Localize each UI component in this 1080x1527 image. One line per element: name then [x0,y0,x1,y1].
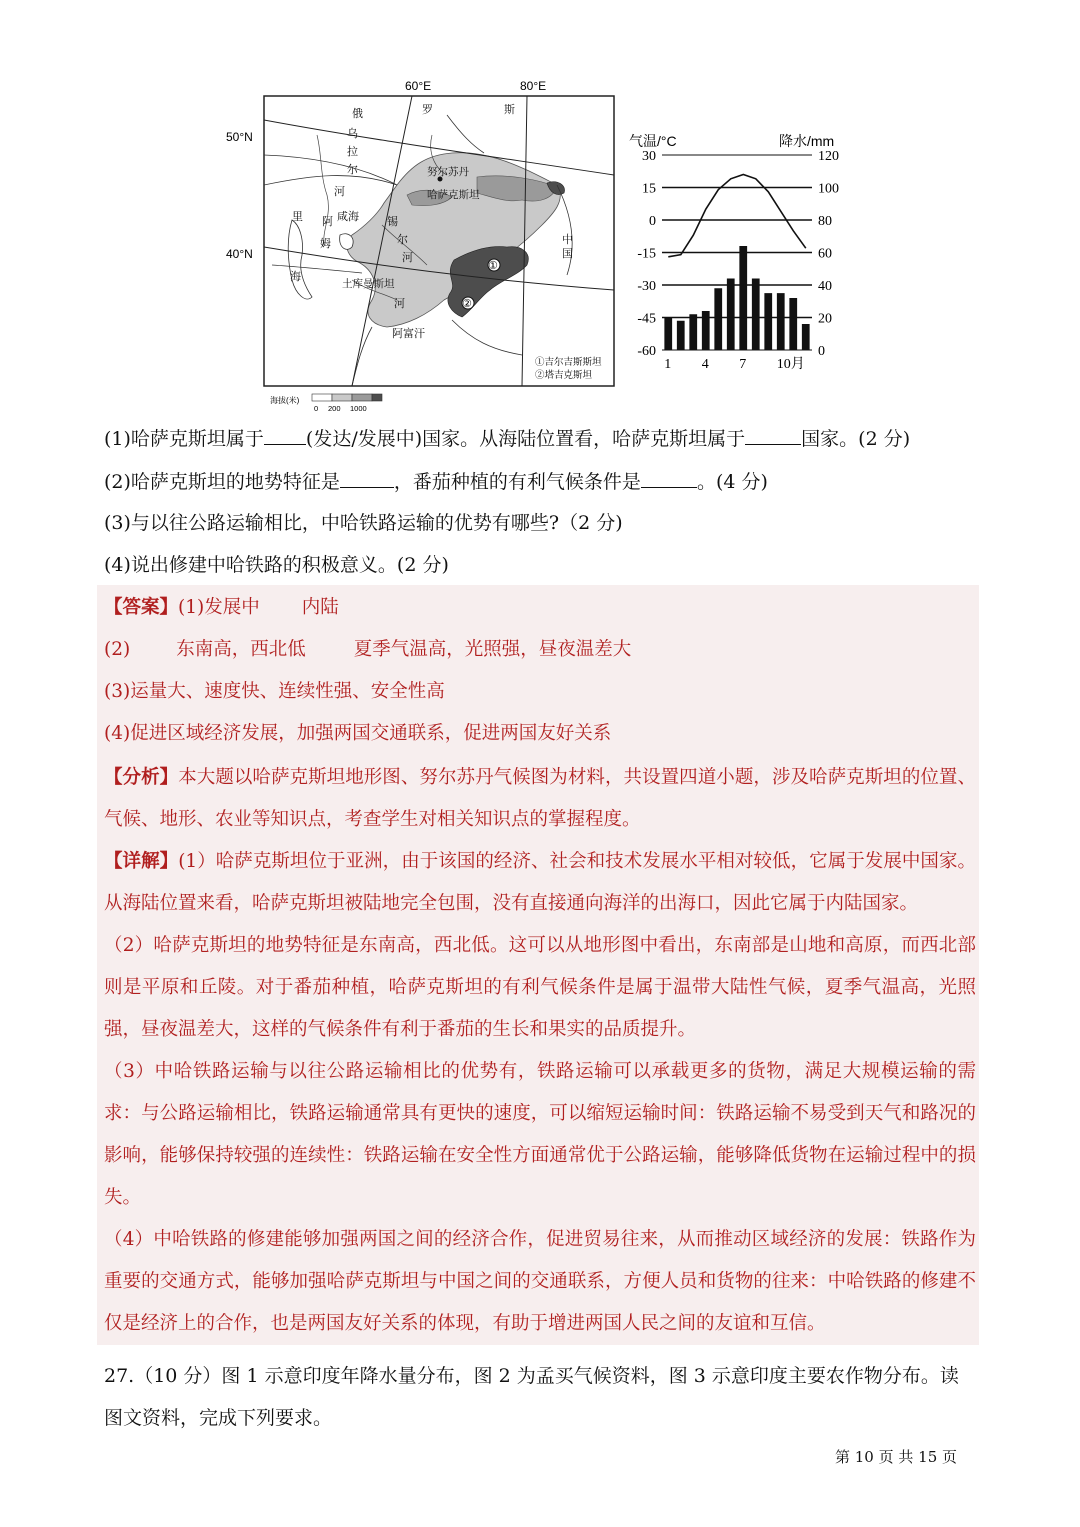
label-amu-3: 河 [394,298,405,310]
x-tick-labels [664,356,805,372]
question-2-part-b: ，番茄种植的有利气候条件是 [393,471,641,493]
right-tick-label: 60 [818,246,832,262]
elevation-legend-title: 海拔(米) [270,396,300,405]
question-2-part-c: 。(4 分) [696,471,768,493]
question-2 [104,469,768,494]
lon-label-80: 80°E [520,79,547,93]
lon-label-60: 60°E [405,79,432,93]
label-syr-3: 河 [402,252,413,264]
detail-paragraph-2: （2）哈萨克斯坦的地势特征是东南高，西北低。这可以从地形图中看出，东南部是山地和高原，而西北部则是平原和丘陵。对于番茄种植，哈萨克斯坦的有利气候条件是属于温带大陆性气候，夏季气温高，光照强，昼夜温差大，这样的气候条件有利于番茄的生长和果实的品质提升。 [104,935,976,1040]
label-kazakhstan: 哈萨克斯坦 [427,189,480,201]
label-ural-2: 拉 [347,146,358,158]
label-turkmenistan: 土库曼斯坦 [342,278,395,290]
label-russia-1: 俄 [352,108,363,120]
left-tick-label: -30 [637,279,656,294]
kazakhstan-terrain-map [222,75,622,415]
question-1-part-c: 国家。(2 分) [801,428,911,450]
elevation-swatch-mid [332,394,352,401]
analysis-paragraph [104,757,976,841]
right-tick-label: 20 [818,311,832,327]
answer-1-1: (1)发展中 [178,597,260,618]
answer-2-2: 夏季气温高，光照强，昼夜温差大 [353,639,632,660]
left-tick-label: 30 [642,149,656,164]
question-27: 27.（10 分）图 1 示意印度年降水量分布，图 2 为孟买气候资料，图 3 示意印度主要农作物分布。读图文资料，完成下列要求。 [104,1365,959,1429]
question-1-part-a: (1)哈萨克斯坦属于 [104,428,264,450]
left-tick-label: -15 [637,246,656,262]
label-afghanistan: 阿富汗 [392,328,425,340]
detail-text-1: (1）哈萨克斯坦位于亚洲，由于该国的经济、社会和技术发展水平相对较低，它属于发展中国家。从海陆位置来看，哈萨克斯坦被陆地完全包围，没有直接通向海洋的出海口，因此它属于内陆国家。 [104,851,976,914]
precipitation-bars [664,246,809,350]
question-1 [104,426,910,451]
detail-tag: 【详解】 [104,851,179,872]
marker-1-label: ① [488,259,498,272]
precipitation-bar [764,293,772,350]
elevation-value-200: 200 [328,404,341,413]
precipitation-bar [702,311,710,350]
question-3: (3)与以往公路运输相比，中哈铁路运输的优势有哪些?（2 分) [104,512,623,534]
lat-label-50: 50°N [226,130,253,144]
map-note-2: ②塔吉克斯坦 [535,370,593,381]
answer-2-num: (2) [104,639,131,660]
label-russia-2: 罗 [422,104,433,116]
lat-label-40: 40°N [226,247,253,261]
answer-tag: 【答案】 [104,597,179,618]
label-amu-2: 姆 [320,238,331,250]
precipitation-bar [727,279,735,351]
detail-paragraph-1 [104,841,976,925]
left-axis-title: 气温/°C [629,133,677,149]
left-tick-label: -60 [637,344,656,359]
elevation-swatch-high [352,394,372,401]
label-ural-4: 河 [334,186,345,198]
label-russia-3: 斯 [504,104,515,116]
page-number-footer: 第 10 页 共 15 页 [835,1448,958,1466]
label-aral: 咸海 [337,211,359,223]
x-tick-label: 7 [739,357,747,372]
left-tick-labels [637,149,656,359]
label-china-1: 中 [562,234,573,246]
detail-paragraph-4: （4）中哈铁路的修建能够加强两国之间的经济合作，促进贸易往来，从而推动区域经济的发展：铁路作为重要的交通方式，能够加强哈萨克斯坦与中国之间的交通联系，方便人员和货物的往来：中哈铁路的修建不仅是经济上的合作，也是两国友好关系的体现，有助于增进两国人民之间的友谊和互信。 [104,1229,976,1334]
x-tick-label: 10月 [776,357,805,372]
precipitation-bar [789,298,797,350]
label-caspian-li: 里 [292,211,303,223]
right-tick-label: 40 [818,279,832,294]
precipitation-bar [689,314,697,350]
label-syr-2: 尔 [397,234,408,246]
label-syr-1: 锡 [387,216,398,228]
right-tick-label: 120 [818,149,839,164]
elevation-swatch-top [372,394,382,401]
question-1-part-b: (发达/发展中)国家。从海陆位置看，哈萨克斯坦属于 [305,428,746,450]
left-tick-label: 0 [649,214,656,229]
analysis-tag: 【分析】 [104,767,179,788]
right-tick-label: 100 [818,181,839,197]
elevation-value-1000: 1000 [350,404,367,413]
analysis-text: 本大题以哈萨克斯坦地形图、努尔苏丹气候图为材料，共设置四道小题，涉及哈萨克斯坦的位置、气候、地形、农业等知识点，考查学生对相关知识点的掌握程度。 [104,767,976,830]
right-tick-label: 80 [818,214,832,229]
right-tick-labels [818,149,839,359]
precipitation-bar [752,279,760,351]
label-ural-1: 乌 [347,128,358,140]
answer-blank-1[interactable] [264,426,306,445]
answer-3: (3)运量大、速度快、连续性强、安全性高 [104,681,445,702]
precipitation-bar [714,288,722,350]
answer-line-2 [104,638,631,662]
x-tick-label: 4 [701,357,709,372]
precipitation-bar [739,246,747,350]
answer-blank-2[interactable] [745,426,801,445]
climate-chart [627,130,862,375]
label-china-2: 国 [562,248,573,260]
precipitation-bar [664,318,672,351]
elevation-swatch-low [312,394,332,401]
answer-blank-4[interactable] [641,469,697,488]
map-note-1: ①吉尔吉斯斯坦 [535,357,602,368]
precipitation-bar [777,293,785,350]
right-axis-title: 降水/mm [779,133,835,149]
left-tick-label: 15 [642,181,656,197]
precipitation-bar [677,321,685,350]
question-4: (4)说出修建中哈铁路的积极意义。(2 分) [104,554,449,576]
label-astana: 努尔苏丹 [427,166,469,178]
answer-1-2: 内陆 [301,597,339,618]
answer-blank-3[interactable] [340,469,394,488]
answer-2-1: 东南高，西北低 [176,639,306,660]
right-tick-label: 0 [818,344,825,359]
figure-area [222,75,862,415]
detail-paragraph-3: （3）中哈铁路运输与以往公路运输相比的优势有，铁路运输可以承载更多的货物，满足大规模运输的需求：与公路运输相比，铁路运输通常具有更快的速度，可以缩短运输时间：铁路运输不易受到天气和路况的影响，能够保持较强的连续性：铁路运输在安全性方面通常优于公路运输，能够降低货物在运输过程中的损失。 [104,1061,976,1208]
left-tick-label: -45 [637,311,656,327]
label-amu-1: 阿 [322,216,333,228]
question-2-part-a: (2)哈萨克斯坦的地势特征是 [104,471,340,493]
elevation-value-0: 0 [314,404,319,413]
answer-line-1 [104,596,339,620]
marker-2-label: ② [462,297,472,310]
precipitation-bar [802,324,810,350]
label-sea: 海 [290,271,301,283]
answer-4: (4)促进区域经济发展，加强两国交通联系，促进两国友好关系 [104,723,612,744]
x-tick-label: 1 [664,357,672,372]
label-ural-3: 尔 [347,164,358,176]
